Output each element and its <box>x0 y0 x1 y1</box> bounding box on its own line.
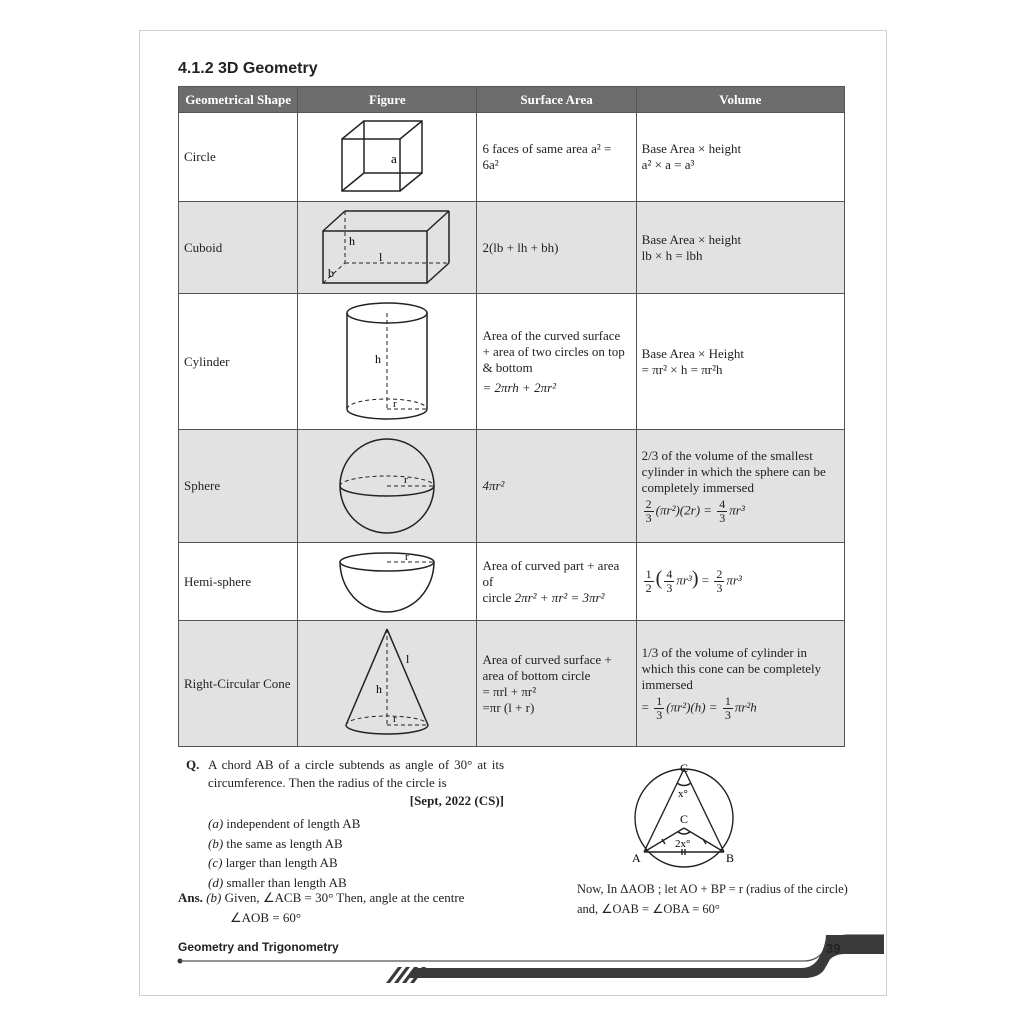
cube-figure <box>298 113 477 202</box>
option-b: (b) the same as length AB <box>208 835 343 851</box>
volume-cell: Base Area × height a² × a = a³ <box>636 113 844 202</box>
footer-decoration <box>176 930 886 990</box>
cuboid-figure <box>298 202 477 294</box>
fraction: $\frac{2}{3}$ <box>716 567 723 595</box>
surface-area-cell: 6 faces of same area a² = 6a² <box>477 113 636 202</box>
question-label: Q. <box>186 757 200 772</box>
label-c-top: C <box>680 761 689 775</box>
fig-label: b <box>328 265 335 280</box>
fraction: $\frac{1}{3}$ <box>656 694 663 722</box>
label-x-angle: x° <box>678 788 688 800</box>
table-row <box>179 202 845 294</box>
surface-area-cell: Area of curved part + area of circle 2πr² + πr² = 3πr² <box>477 543 636 621</box>
fig-label: r <box>404 474 408 486</box>
surface-area-cell: Area of curved surface + area of bottom circle = πrl + πr² =πr (l + r) <box>477 621 636 747</box>
fraction: $\frac{1}{2}$ <box>645 567 652 595</box>
shape-name: Cylinder <box>179 294 298 430</box>
label-c-center: C <box>680 812 689 826</box>
solution-line-1: Now, In ΔAOB ; let AO + BP = r (radius of the circle) <box>577 882 848 896</box>
question-block <box>186 756 504 892</box>
volume-cell: $\frac{1}{2}$ ( $\frac{4}{3}$ πr³) = $\frac{2}{3}$ πr³ <box>636 543 844 621</box>
option-d: (d) smaller than length AB <box>208 874 347 890</box>
label-a: A <box>632 851 641 865</box>
fig-label: h <box>375 351 382 366</box>
table-row <box>179 621 845 747</box>
cylinder-figure <box>298 294 477 430</box>
solution-text <box>577 879 867 919</box>
option-a: (a) independent of length AB <box>208 816 361 831</box>
fig-label: r <box>393 397 397 410</box>
circle-chord-diagram <box>628 760 758 870</box>
table-row <box>179 543 845 621</box>
footer-title: Geometry and Trigonometry <box>178 940 339 954</box>
shape-name: Sphere <box>179 430 298 543</box>
answer-label: Ans. <box>178 890 203 905</box>
surface-area-cell: Area of the curved surface + area of two circles on top & bottom = 2πrh + 2πr² <box>477 294 636 430</box>
header-shape: Geometrical Shape <box>179 87 298 113</box>
table-row <box>179 430 845 543</box>
answer-block <box>178 888 504 928</box>
answer-option: (b) <box>206 890 222 905</box>
label-2x-angle: 2x° <box>675 838 691 850</box>
volume-cell: 2/3 of the volume of the smallest cylinder in which the sphere can be completely immersed $\frac{2}{3}$ (πr²)(2r) = $\frac{4}{3}$ πr³ <box>636 430 844 543</box>
fig-label: h <box>376 681 383 696</box>
fraction: $\frac{4}{3}$ <box>719 496 726 525</box>
volume-cell: Base Area × Height = πr² × h = πr²h <box>636 294 844 430</box>
fig-label: r <box>393 712 397 725</box>
question-source: [Sept, 2022 (CS)] <box>409 793 504 808</box>
header-figure: Figure <box>298 87 477 113</box>
table-header-row <box>179 87 845 113</box>
fraction: $\frac{1}{3}$ <box>724 694 731 722</box>
table-row <box>179 294 845 430</box>
cone-figure <box>298 621 477 747</box>
sphere-figure <box>298 430 477 543</box>
shape-name: Right-Circular Cone <box>179 621 298 747</box>
fraction: $\frac{2}{3}$ <box>645 496 652 525</box>
fig-label: a <box>391 151 398 166</box>
page-number: 39 <box>826 941 841 956</box>
volume-cell: Base Area × height lb × h = lbh <box>636 202 844 294</box>
fraction: $\frac{4}{3}$ <box>666 567 673 595</box>
shape-name: Cuboid <box>179 202 298 294</box>
fig-label: l <box>379 249 383 264</box>
option-c: (c) larger than length AB <box>208 855 338 870</box>
header-surface-area: Surface Area <box>477 87 636 113</box>
shape-name: Hemi-sphere <box>179 543 298 621</box>
surface-area-cell: 2(lb + lh + bh) <box>477 202 636 294</box>
shape-name: Circle <box>179 113 298 202</box>
section-title: 4.1.2 3D Geometry <box>178 60 318 77</box>
options-list <box>208 814 504 892</box>
header-volume: Volume <box>636 87 844 113</box>
geometry-table <box>178 86 845 747</box>
label-b: B <box>726 851 735 865</box>
hemisphere-figure <box>298 543 477 621</box>
answer-line-2: ∠AOB = 60° <box>230 910 302 925</box>
question-text: A chord AB of a circle subtends as angle of 30° at its circumference. Then the radius of the circle is <box>208 757 504 790</box>
fig-label: l <box>406 651 410 666</box>
surface-area-cell: 4πr² <box>477 430 636 543</box>
volume-cell: 1/3 of the volume of cylinder in which this cone can be completely immersed = $\frac{1}{3}$ (πr²)(h) = $\frac{1}{3}$ πr²h <box>636 621 844 747</box>
table-row <box>179 113 845 202</box>
answer-line-1: Given, ∠ACB = 30° Then, angle at the centre <box>224 890 465 905</box>
solution-line-2: and, ∠OAB = ∠OBA = 60° <box>577 902 720 916</box>
fig-label: r <box>405 550 409 563</box>
fig-label: h <box>349 233 356 248</box>
